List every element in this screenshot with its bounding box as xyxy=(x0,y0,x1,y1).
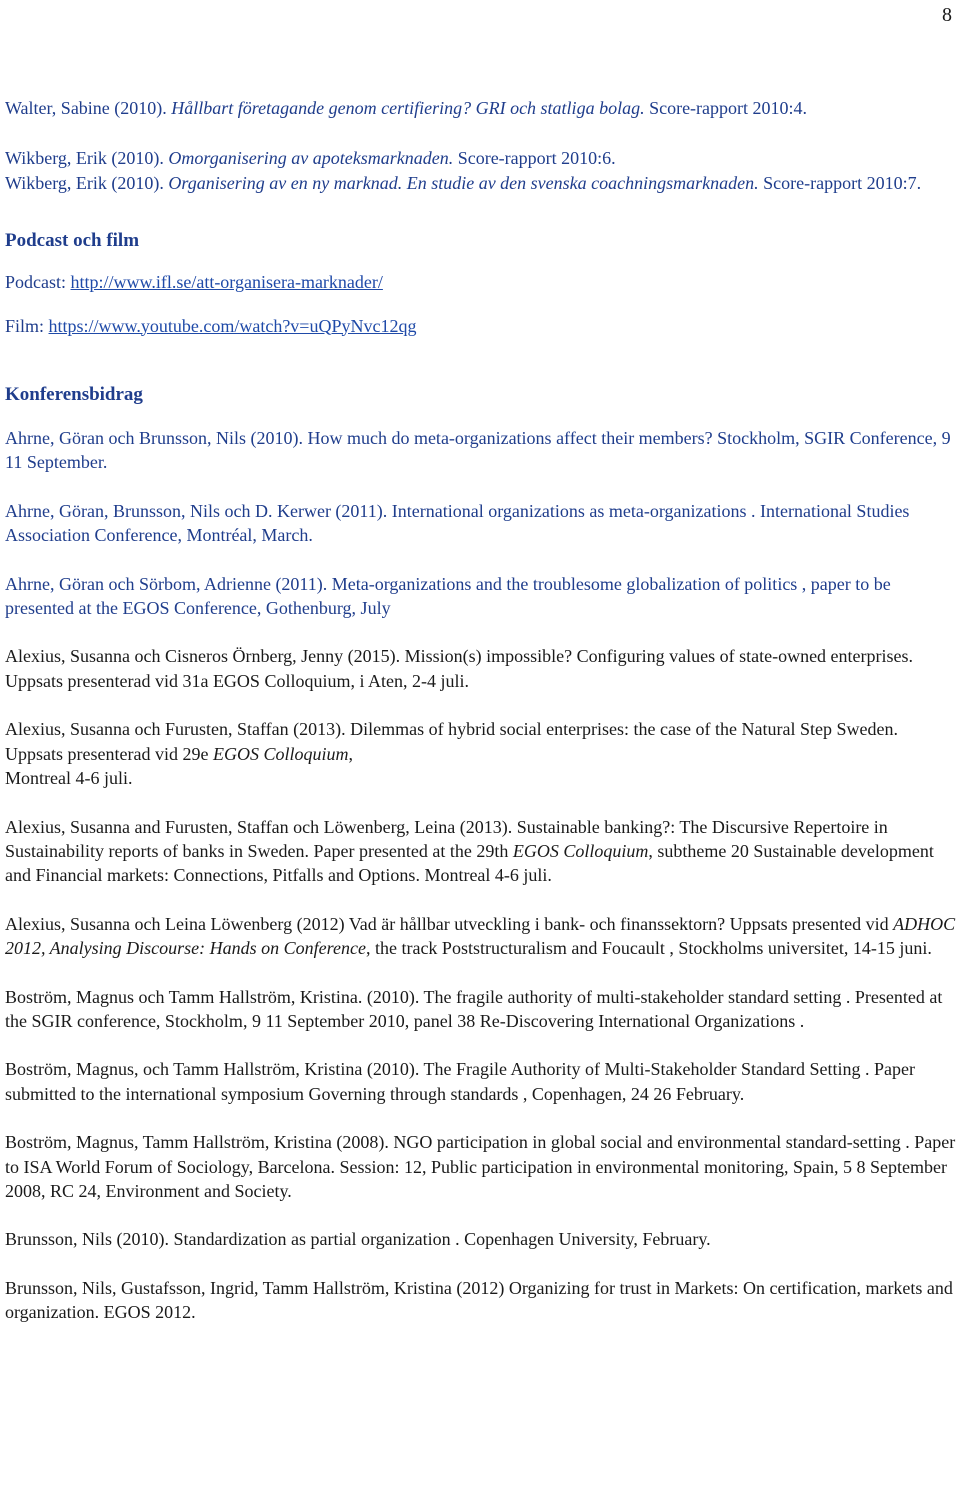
reference-source: Score-rapport 2010:6. xyxy=(453,148,616,169)
reference-item: Boström, Magnus, Tamm Hallström, Kristina (2008). NGO participation in global social and environmental standard-setting . Paper to ISA World Forum of Sociology, Barcelona. Session: 12, Public participation in environmental monitoring, Spain, 5 8 September 2008, RC 24, Environment and Society. xyxy=(5,1132,956,1201)
reference-item xyxy=(5,815,957,888)
reference-item xyxy=(5,96,957,120)
film-label: Film: xyxy=(5,315,49,336)
reference-item: Ahrne, Göran och Sörbom, Adrienne (2011). Meta-organizations and the troublesome globalization of politics , paper to be presented at the EGOS Conference, Gothenburg, July xyxy=(5,573,891,619)
reference-venue: EGOS Colloquium xyxy=(512,840,649,861)
reference-item: Ahrne, Göran och Brunsson, Nils (2010). How much do meta-organizations affect their members? Stockholm, SGIR Conference, 9 11 September. xyxy=(5,428,951,473)
reference-text: Alexius, Susanna och Furusten, Staffan (2013). Dilemmas of hybrid social enterprises: the case of the Natural Step Sweden. Uppsats presenterad vid 29e xyxy=(5,719,898,764)
reference-item xyxy=(5,171,957,195)
reference-title: Organisering av en ny marknad. En studie av den svenska coachningsmarknaden. xyxy=(168,172,759,193)
reference-text: Alexius, Susanna and Furusten, Staffan och Löwenberg, Leina (2013). Sustainable banking?: The Discursive Repertoire in Sustainability reports of banks in Sweden. Paper presented at the 29th xyxy=(5,816,888,861)
reference-item: Brunsson, Nils (2010). Standardization as partial organization . Copenhagen University, February. xyxy=(5,1229,711,1250)
reference-item: Alexius, Susanna och Cisneros Örnberg, Jenny (2015). Mission(s) impossible? Configuring values of state-owned enterprises. Uppsats presenterad vid 31a EGOS Colloquium, i Aten, 2-4 juli. xyxy=(5,646,914,691)
reference-text: , subtheme 20 Sustainable development and Financial markets: Connections, Pitfalls and Options. Montreal 4-6 juli. xyxy=(5,840,934,886)
reference-author: Wikberg, Erik (2010). xyxy=(5,148,169,169)
reference-venue: ADHOC 2012, Analysing Discourse: Hands on Conference xyxy=(5,913,956,959)
reference-title: Hållbart företagande genom certifiering? GRI och statliga bolag. xyxy=(171,98,645,118)
reference-author: Wikberg, Erik (2010). xyxy=(5,172,169,193)
reference-item: Boström, Magnus, och Tamm Hallström, Kristina (2010). The Fragile Authority of Multi-Stakeholder Standard Setting . Paper submitted to the international symposium Governing through standards , Copenhagen, 24 26 February. xyxy=(5,1059,915,1104)
page-number: 8 xyxy=(942,4,952,26)
podcast-link[interactable]: http://www.ifl.se/att-organisera-marknader/ xyxy=(70,272,383,293)
reference-item xyxy=(5,912,957,961)
reference-text: Montreal 4-6 juli. xyxy=(5,768,133,789)
film-line xyxy=(5,314,957,338)
reference-title: Omorganisering av apoteksmarknaden. xyxy=(168,148,454,169)
podcast-line xyxy=(5,270,957,294)
reference-item: Boström, Magnus och Tamm Hallström, Kristina. (2010). The fragile authority of multi-stakeholder standard setting . Presented at the SGIR conference, Stockholm, 9 11 September 2010, panel 38 Re-Discovering International Organizations . xyxy=(5,986,943,1031)
reference-source: Score-rapport 2010:7. xyxy=(758,172,922,193)
section-heading-podcast: Podcast och film xyxy=(5,230,140,252)
reference-text: , the track Poststructuralism and Foucault , Stockholms universitet, 14-15 juni. xyxy=(365,938,932,959)
reference-item: Ahrne, Göran, Brunsson, Nils och D. Kerwer (2011). International organizations as meta-organizations . International Studies Association Conference, Montréal, March. xyxy=(5,500,910,546)
reference-item xyxy=(5,717,957,790)
reference-text: , xyxy=(348,743,353,764)
document-body xyxy=(5,96,957,1325)
podcast-label: Podcast: xyxy=(5,272,71,293)
reference-text: Alexius, Susanna och Leina Löwenberg (2012) Vad är hållbar utveckling i bank- och finanssektorn? Uppsats presented vid xyxy=(5,913,894,934)
reference-author: Walter, Sabine (2010). xyxy=(5,98,172,118)
film-link[interactable]: https://www.youtube.com/watch?v=uQPyNvc12qg xyxy=(48,315,417,336)
reference-item: Brunsson, Nils, Gustafsson, Ingrid, Tamm Hallström, Kristina (2012) Organizing for trust in Markets: On certification, markets and organization. EGOS 2012. xyxy=(5,1277,953,1323)
reference-source: Score-rapport 2010:4. xyxy=(644,98,808,118)
reference-item xyxy=(5,146,957,170)
reference-venue: EGOS Colloquium xyxy=(212,743,349,764)
section-heading-konferensbidrag: Konferensbidrag xyxy=(5,384,143,406)
